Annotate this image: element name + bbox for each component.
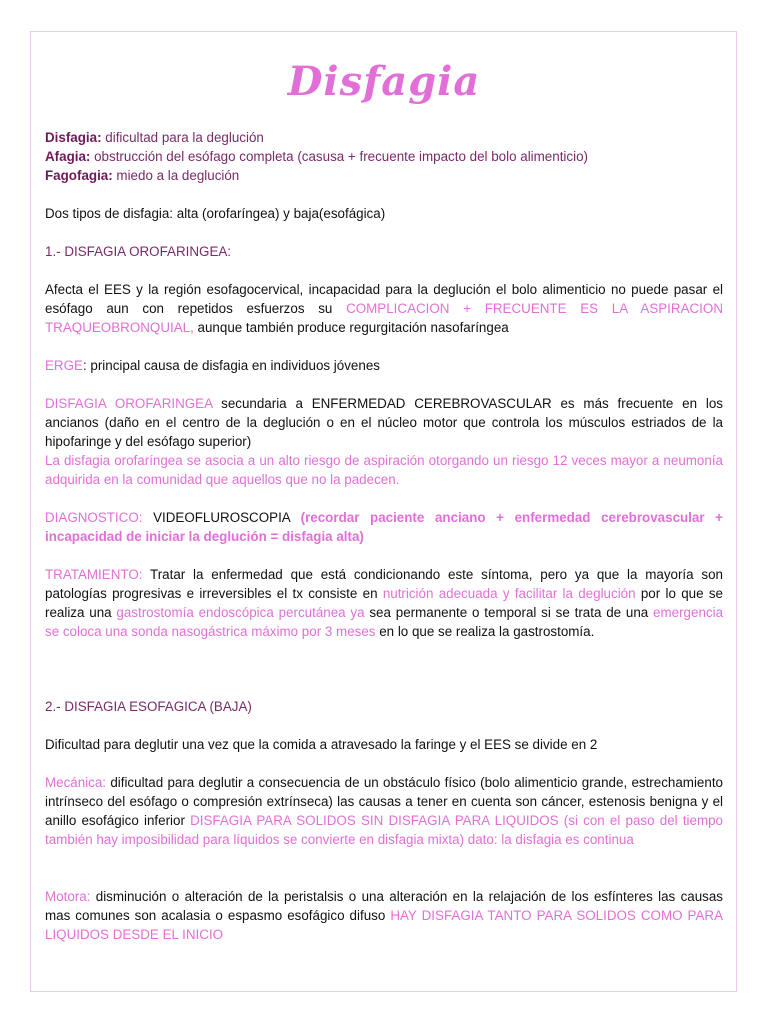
dx-term: DIAGNOSTICO: xyxy=(45,510,143,525)
tx-text-1: Tratar la enfermedad que está condicionando este síntoma, pero ya que la mayoría son patologías progresivas e irreversibles el tx consiste en xyxy=(45,567,723,601)
page-title: Disfagia xyxy=(287,58,481,105)
erge-text: : principal causa de disfagia en individuos jóvenes xyxy=(82,358,380,373)
s1-p1-text: Afecta el EES y la región esofagocervical, incapacidad para la deglución el bolo alimenticio no puede pasar el esófago aun con repetidos esfuerzos su xyxy=(45,282,723,316)
tx-highlight-2: gastrostomía endoscópica percutánea ya xyxy=(116,605,365,620)
section-2-heading: 2.- DISFAGIA ESOFAGICA (BAJA) xyxy=(45,699,252,714)
mot-highlight: HAY DISFAGIA TANTO PARA SOLIDOS COMO PARA LIQUIDOS DESDE EL INICIO xyxy=(45,908,724,942)
mot-text: disminución o alteración de la peristalsis o una alteración en la relajación de los esfínteres las causas mas comunes son acalasia o espasmo esofágico difuso xyxy=(45,889,723,923)
tx-text-3: sea permanente o temporal si se trata de una xyxy=(364,605,654,620)
mec-term: Mecánica: xyxy=(45,775,107,790)
erge-term: ERGE xyxy=(45,358,83,373)
s1-p1-tail: aunque también produce regurgitación nasofaríngea xyxy=(193,320,509,335)
erge-paragraph xyxy=(45,356,723,375)
section-1-heading: 1.- DISFAGIA OROFARINGEA: xyxy=(45,244,232,259)
def-text-fagofagia: miedo a la deglución xyxy=(112,168,240,183)
types-paragraph: Dos tipos de disfagia: alta (orofaríngea) y baja(esofágica) xyxy=(45,206,386,221)
section-2-intro: Dificultad para deglutir una vez que la comida a atravesado la faringe y el EES se divide en 2 xyxy=(45,737,598,752)
tx-highlight-3: emergencia se coloca una sonda nasogástrica máximo por 3 meses xyxy=(45,605,724,639)
s1-p1-highlight: COMPLICACION + FRECUENTE ES LA ASPIRACION TRAQUEOBRONQUIAL, xyxy=(45,301,723,335)
mecanica-paragraph xyxy=(45,773,723,849)
s1-p3-text: secundaria a ENFERMEDAD CEREBROVASCULAR es más frecuente en los ancianos (daño en el centro de la deglución o en el núcleo motor que controla los músculos estriados de la hipofaringe y del esófago superior) xyxy=(45,396,724,449)
motora-paragraph xyxy=(45,887,723,944)
definition-list xyxy=(45,128,723,185)
section-1-paragraph-3 xyxy=(45,394,723,489)
s1-p3-highlight: La disfagia orofaríngea se asocia a un alto riesgo de aspiración otorgando un riesgo 12 veces mayor a neumonía adquirida en la comunidad que aquellos que no la padecen. xyxy=(45,453,723,487)
tx-highlight-1: nutrición adecuada y facilitar la deglución xyxy=(382,586,636,601)
tx-text-4: en lo que se realiza la gastrostomía. xyxy=(375,624,595,639)
def-term-fagofagia: Fagofagia: xyxy=(45,168,113,183)
dx-note: (recordar paciente anciano + enfermedad cerebrovascular + incapacidad de iniciar la deglución = disfagia alta) xyxy=(45,510,723,544)
section-1-paragraph-1 xyxy=(45,280,723,337)
def-term-disfagia: Disfagia: xyxy=(45,130,102,145)
mec-text: dificultad para deglutir a consecuencia de un obstáculo físico (bolo alimenticio grande, estrechamiento intrínseco del esófago o compresión extrínseca) las causas a tener en cuenta son cáncer, estenosis benigna y el anillo esofágico inferior xyxy=(45,775,723,828)
s1-p3-term: DISFAGIA OROFARINGEA xyxy=(45,396,213,411)
tx-text-2: por lo que se realiza una xyxy=(45,586,723,620)
def-term-afagia: Afagia: xyxy=(45,149,91,164)
def-text-disfagia: dificultad para la deglución xyxy=(101,130,264,145)
diagnostico-paragraph xyxy=(45,508,723,546)
tratamiento-paragraph xyxy=(45,565,723,641)
mot-term: Motora: xyxy=(45,889,91,904)
mec-highlight: DISFAGIA PARA SOLIDOS SIN DISFAGIA PARA LIQUIDOS (si con el paso del tiempo también hay imposibilidad para líquidos se convierte en disfagia mixta) dato: la disfagia es continua xyxy=(45,813,724,847)
dx-text: VIDEOFLUROSCOPIA xyxy=(142,510,301,525)
tx-term: TRATAMIENTO: xyxy=(45,567,143,582)
def-text-afagia: obstrucción del esófago completa (casusa + frecuente impacto del bolo alimenticio) xyxy=(90,149,588,164)
